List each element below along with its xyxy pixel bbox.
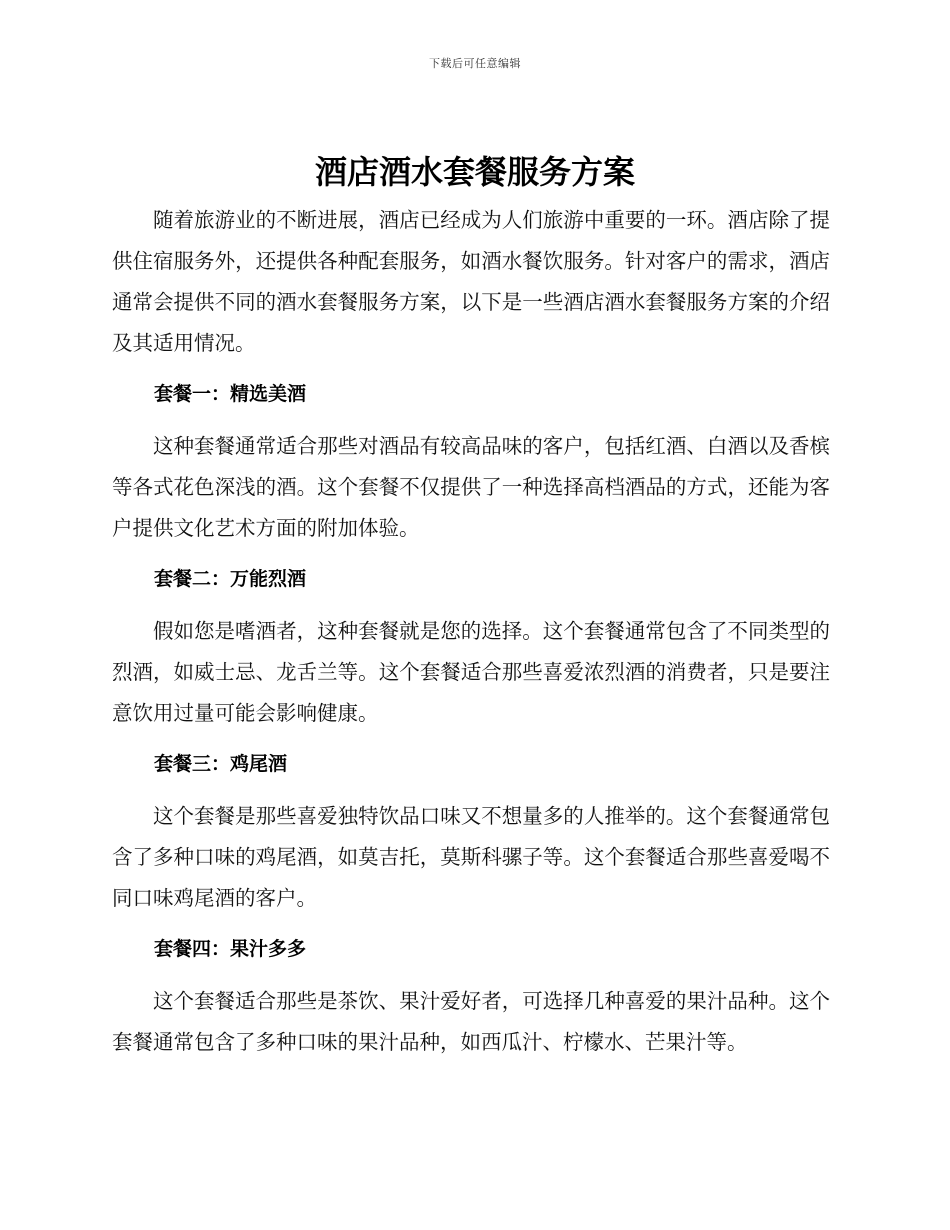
document-body: [112, 200, 830, 1063]
document-title: 酒店酒水套餐服务方案: [314, 153, 635, 191]
section-heading-3: 套餐三：鸡尾酒: [154, 753, 288, 775]
section-body-2: 假如您是嗜酒者，这种套餐就是您的选择。这个套餐通常包含了不同类型的烈酒，如威士忌、龙舌兰等。这个套餐适合那些喜爱浓烈酒的消费者，只是要注意饮用过量可能会影响健康。: [112, 619, 830, 725]
header-note: 下载后可任意编辑: [429, 57, 521, 70]
section-heading-4: 套餐四：果汁多多: [154, 938, 307, 960]
section-heading-1: 套餐一：精选美酒: [154, 383, 307, 405]
section-body-3: 这个套餐是那些喜爱独特饮品口味又不想量多的人推举的。这个套餐通常包含了多种口味的鸡尾酒，如莫吉托，莫斯科骡子等。这个套餐适合那些喜爱喝不同口味鸡尾酒的客户。: [112, 804, 830, 910]
section-body-1: 这种套餐通常适合那些对酒品有较高品味的客户，包括红酒、白酒以及香槟等各式花色深浅的酒。这个套餐不仅提供了一种选择高档酒品的方式，还能为客户提供文化艺术方面的附加体验。: [112, 434, 830, 540]
intro-paragraph: 随着旅游业的不断进展，酒店已经成为人们旅游中重要的一环。酒店除了提供住宿服务外，还提供各种配套服务，如酒水餐饮服务。针对客户的需求，酒店通常会提供不同的酒水套餐服务方案，以下是一些酒店酒水套餐服务方案的介绍及其适用情况。: [112, 208, 830, 355]
section-heading-2: 套餐二：万能烈酒: [154, 568, 307, 590]
section-body-4: 这个套餐适合那些是茶饮、果汁爱好者，可选择几种喜爱的果汁品种。这个套餐通常包含了多种口味的果汁品种，如西瓜汁、柠檬水、芒果汁等。: [112, 989, 830, 1054]
